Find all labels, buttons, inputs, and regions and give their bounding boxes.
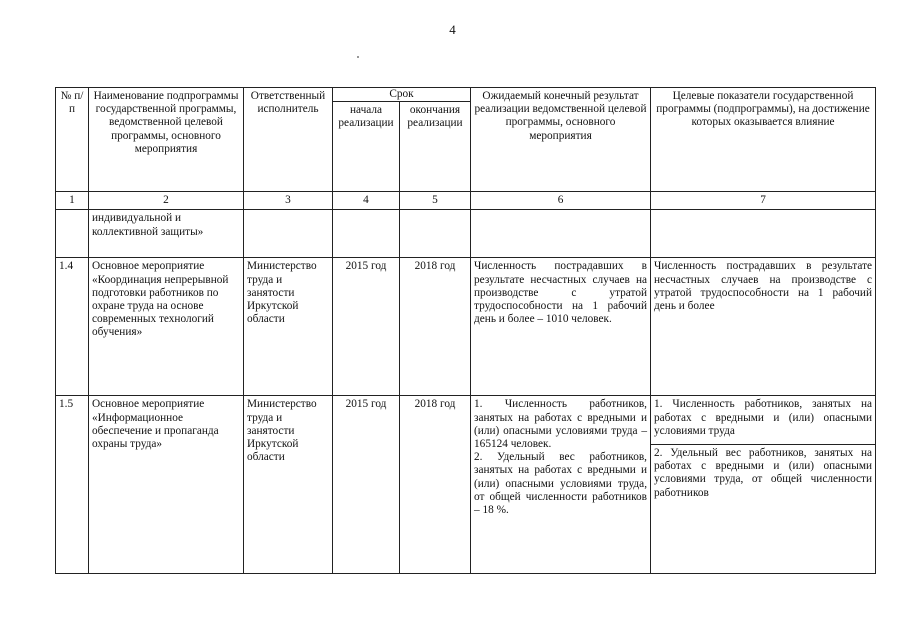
row-indicators: [651, 396, 876, 574]
row-start: 2015 год: [333, 396, 400, 574]
header-result: Ожидаемый конечный результат реализации ведомственной целевой программы, основного мероприятия: [471, 88, 651, 192]
indicator-item-1: 1. Численность работников, занятых на работах с вредными и (или) опасными условиями труда: [654, 398, 873, 437]
row-result: [471, 396, 651, 574]
row-end: 2018 год: [400, 396, 471, 574]
scan-speck: [357, 56, 359, 58]
indicator-item-2: 2. Удельный вес работников, занятых на работах с вредными и (или) опасными условиями труда, от общей численности работников: [651, 444, 875, 500]
column-number: 2: [89, 192, 244, 210]
column-number: 4: [333, 192, 400, 210]
header-num: № п/п: [56, 88, 89, 192]
column-number: 7: [651, 192, 876, 210]
row-end: 2018 год: [400, 258, 471, 396]
table-row: [56, 258, 876, 396]
table-row-continued: [56, 210, 876, 258]
header-indicators: Целевые показатели государственной программы (подпрограммы), на достижение которых оказывается влияние: [651, 88, 876, 192]
row-start: 2015 год: [333, 258, 400, 396]
continued-name: индивидуальной и коллективной защиты»: [89, 210, 244, 258]
row-name: Основное мероприятие «Информационное обеспечение и пропаганда охраны труда»: [89, 396, 244, 574]
page-number: 4: [449, 22, 456, 37]
column-number: 3: [244, 192, 333, 210]
header-start: начала реализации: [333, 102, 400, 192]
row-executor: Министерство труда и занятости Иркутской области: [244, 396, 333, 574]
row-result: Численность пострадавших в результате несчастных случаев на производстве с утратой трудоспособности на 1 рабочий день и более – 1010 человек.: [471, 258, 651, 396]
header-term: Срок: [333, 88, 471, 102]
result-item-1: 1. Численность работников, занятых на работах с вредными и (или) опасными условиями труда – 165124 человек.: [474, 398, 648, 451]
column-number: 6: [471, 192, 651, 210]
column-number: 5: [400, 192, 471, 210]
header-end: окончания реализации: [400, 102, 471, 192]
row-name: Основное мероприятие «Координация непрерывной подготовки работников по охране труда на основе современных технологий обучения»: [89, 258, 244, 396]
table-row: [56, 396, 876, 574]
row-indicator: Численность пострадавших в результате несчастных случаев на производстве с утратой трудоспособности на 1 рабочий день и более: [651, 258, 876, 396]
row-num: 1.4: [56, 258, 89, 396]
header-name: Наименование подпрограммы государственной программы, ведомственной целевой программы, основного мероприятия: [89, 88, 244, 192]
program-table: [55, 87, 876, 574]
column-number: 1: [56, 192, 89, 210]
header-executor: Ответственный исполнитель: [244, 88, 333, 192]
row-executor: Министерство труда и занятости Иркутской области: [244, 258, 333, 396]
result-item-2: 2. Удельный вес работников, занятых на работах с вредными и (или) опасными условиями труда, от общей численности работников – 18 %.: [474, 451, 648, 517]
row-num: 1.5: [56, 396, 89, 574]
